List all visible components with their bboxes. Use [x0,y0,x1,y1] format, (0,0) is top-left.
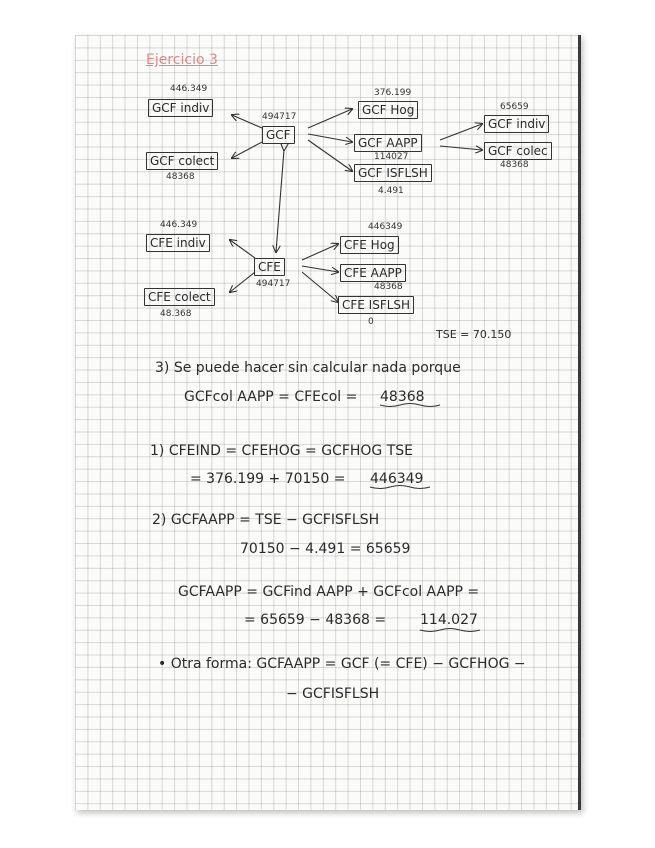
q2-line3: GCFAAPP = GCFind AAPP + GCFcol AAPP = [178,584,480,600]
arrow-gcf-to-isflsh [308,140,352,171]
arrow-gcf-to-hog [308,109,352,128]
q2-line4: = 65659 − 48368 = [244,612,387,628]
gcf-aapp-value: 114027 [374,152,409,162]
gcf-isflsh-value: 4.491 [378,186,404,196]
cfe-hog-value: 446349 [368,222,403,232]
q1-line1: 1) CFEIND = CFEHOG = GCFHOG TSE [150,443,414,459]
gcf-colect-value: 48368 [166,172,195,182]
gcf-r-colec-value: 48368 [500,160,529,170]
arrow-cfe-to-aapp [302,266,338,272]
arrow-gcf-to-aapp [308,134,352,142]
q2-result: 114.027 [420,612,478,628]
tse-value: TSE = 70.150 [436,328,512,341]
gcf-colect-box: GCF colect [146,152,218,170]
cfe-colect-box: CFE colect [144,288,215,306]
arrow-aapp-to-indiv [440,124,482,140]
gcf-hog-value: 376.199 [374,88,412,98]
cfe-colect-value: 48.368 [160,309,192,319]
cfe-aapp-box: CFE AAPP [340,264,406,282]
cfe-aapp-value: 48368 [374,282,403,292]
cfe-hog-box: CFE Hog [340,236,399,254]
arrow-gcf-cfe [276,150,284,252]
gcf-aapp-box: GCF AAPP [354,134,422,152]
cfe-indiv-box: CFE indiv [146,234,210,252]
other-line1: • Otra forma: GCFAAPP = GCF (= CFE) − GCFHOG − [158,656,526,672]
gcf-r-colec-box: GCF colec [484,142,552,160]
arrow-cfe-to-isflsh [302,272,338,302]
arrow-gcf-to-colect [232,142,262,158]
gcf-indiv-value: 446.349 [170,84,208,94]
other-line2: − GCFISFLSH [286,686,380,702]
arrow-cfe-to-indiv [230,240,255,258]
gcf-r-indiv-value: 65659 [500,102,529,112]
q1-line2: = 376.199 + 70150 = [190,471,346,487]
cfe-isflsh-box: CFE ISFLSH [338,296,414,314]
arrow-cfe-to-hog [302,244,338,260]
gcf-center-value: 494717 [262,112,297,122]
q2-line2: 70150 − 4.491 = 65659 [240,541,411,557]
q3-line1: 3) Se puede hacer sin calcular nada porque [155,360,461,376]
arrow-cfe-to-colect [230,272,255,292]
q2-line1: 2) GCFAAPP = TSE − GCFISFLSH [152,512,380,528]
gcf-indiv-box: GCF indiv [148,99,213,117]
arrow-gcf-to-indiv [232,115,262,128]
q3-line2: GCFcol AAPP = CFEcol = [184,389,358,405]
arrow-aapp-to-colec [440,146,482,150]
cfe-indiv-value: 446.349 [160,220,198,230]
gcf-hog-box: GCF Hog [358,101,418,119]
q1-result: 446349 [370,471,424,487]
gcf-r-indiv-box: GCF indiv [484,115,549,133]
cfe-isflsh-value: 0 [368,317,374,327]
cfe-center-value: 494717 [256,279,291,289]
cfe-center-box: CFE [254,258,285,276]
gcf-center-box: GCF [262,126,295,144]
gcf-isflsh-box: GCF ISFLSH [354,164,432,182]
q3-result: 48368 [380,389,425,405]
page-title: Ejercicio 3 [146,52,218,68]
